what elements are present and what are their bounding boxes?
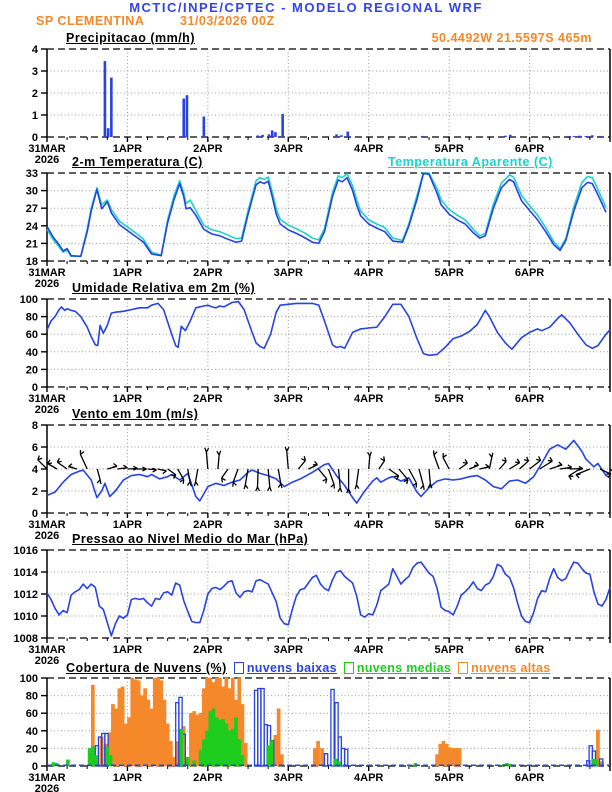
panel-title-umidade: Umidade Relativa em 2m (%) xyxy=(72,281,256,295)
svg-text:2: 2 xyxy=(31,486,38,498)
svg-text:30: 30 xyxy=(25,185,38,198)
svg-text:1012: 1012 xyxy=(13,589,38,601)
legend-label-baixas: nuvens baixas xyxy=(246,661,337,675)
svg-text:6APR: 6APR xyxy=(514,519,545,531)
svg-text:2APR: 2APR xyxy=(193,772,223,784)
svg-text:0: 0 xyxy=(31,508,38,520)
legend-label-medias: nuvens medias xyxy=(356,661,452,675)
svg-text:0: 0 xyxy=(31,132,38,144)
svg-text:4APR: 4APR xyxy=(354,519,384,531)
panel-title-precipitacao: Precipitacao (mm/h) xyxy=(66,31,195,45)
svg-text:6: 6 xyxy=(31,442,38,454)
svg-text:20: 20 xyxy=(25,364,38,377)
svg-text:6APR: 6APR xyxy=(514,644,545,656)
svg-text:8: 8 xyxy=(31,420,38,432)
svg-text:5APR: 5APR xyxy=(434,267,464,279)
svg-text:1APR: 1APR xyxy=(112,519,143,531)
panel-title-temperatura: 2-m Temperatura (C) xyxy=(72,155,203,169)
svg-text:5APR: 5APR xyxy=(434,644,464,656)
svg-text:31MAR: 31MAR xyxy=(28,644,66,656)
svg-text:1014: 1014 xyxy=(13,567,38,579)
svg-text:2APR: 2APR xyxy=(193,644,223,656)
svg-text:4APR: 4APR xyxy=(354,267,384,279)
svg-text:40: 40 xyxy=(25,725,38,738)
svg-text:1010: 1010 xyxy=(13,611,38,623)
svg-text:3: 3 xyxy=(31,66,38,78)
svg-text:1APR: 1APR xyxy=(112,772,143,784)
location-coords: 50.4492W 21.5597S 465m xyxy=(431,31,592,45)
svg-text:1: 1 xyxy=(31,110,38,122)
svg-text:0: 0 xyxy=(31,761,38,773)
svg-text:4APR: 4APR xyxy=(354,393,384,405)
svg-text:2026: 2026 xyxy=(34,530,60,542)
svg-text:6APR: 6APR xyxy=(514,267,545,279)
svg-text:31MAR: 31MAR xyxy=(28,519,66,531)
svg-text:31MAR: 31MAR xyxy=(28,267,66,279)
svg-text:2APR: 2APR xyxy=(193,519,223,531)
svg-text:40: 40 xyxy=(25,346,38,359)
svg-text:6APR: 6APR xyxy=(514,143,545,155)
svg-text:5APR: 5APR xyxy=(434,519,464,531)
svg-text:6APR: 6APR xyxy=(514,772,545,784)
svg-text:5APR: 5APR xyxy=(434,772,464,784)
svg-text:4APR: 4APR xyxy=(354,644,384,656)
svg-text:5APR: 5APR xyxy=(434,393,464,405)
svg-text:27: 27 xyxy=(25,203,38,216)
svg-text:1016: 1016 xyxy=(13,545,38,557)
svg-text:2026: 2026 xyxy=(34,783,60,792)
page-title: MCTIC/INPE/CPTEC - MODELO REGIONAL WRF xyxy=(129,0,483,15)
svg-text:3APR: 3APR xyxy=(273,772,303,784)
svg-text:60: 60 xyxy=(25,329,38,342)
station-name: SP CLEMENTINA xyxy=(36,14,145,28)
svg-text:31MAR: 31MAR xyxy=(28,143,66,155)
svg-text:4: 4 xyxy=(31,464,38,476)
svg-text:2026: 2026 xyxy=(34,278,60,290)
svg-text:100: 100 xyxy=(19,294,38,306)
svg-text:80: 80 xyxy=(25,690,38,703)
svg-text:31MAR: 31MAR xyxy=(28,393,66,405)
svg-text:3APR: 3APR xyxy=(273,644,303,656)
svg-text:2: 2 xyxy=(31,88,38,100)
svg-text:5APR: 5APR xyxy=(434,143,464,155)
svg-text:18: 18 xyxy=(25,256,38,268)
svg-text:6APR: 6APR xyxy=(514,393,545,405)
svg-text:4APR: 4APR xyxy=(354,143,384,155)
svg-text:3APR: 3APR xyxy=(273,519,303,531)
svg-text:3APR: 3APR xyxy=(273,267,303,279)
svg-text:2026: 2026 xyxy=(34,655,60,667)
svg-text:33: 33 xyxy=(25,168,38,180)
svg-text:2APR: 2APR xyxy=(193,267,223,279)
svg-text:2026: 2026 xyxy=(34,154,60,166)
panel-title-pressao: Pressao ao Nivel Medio do Mar (hPa) xyxy=(72,532,309,546)
svg-text:2APR: 2APR xyxy=(193,393,223,405)
svg-text:31MAR: 31MAR xyxy=(28,772,66,784)
svg-text:1APR: 1APR xyxy=(112,143,143,155)
run-datetime: 31/03/2026 00Z xyxy=(180,14,275,28)
svg-text:1008: 1008 xyxy=(13,633,38,645)
panel-title-temperatura-aparente: Temperatura Aparente (C) xyxy=(388,155,553,169)
svg-text:21: 21 xyxy=(25,238,38,251)
panel-title-nuvens: Cobertura de Nuvens (%) xyxy=(66,661,227,675)
legend-label-altas: nuvens altas xyxy=(471,661,551,675)
svg-text:3APR: 3APR xyxy=(273,393,303,405)
svg-text:20: 20 xyxy=(25,743,38,756)
svg-text:1APR: 1APR xyxy=(112,644,143,656)
svg-text:2APR: 2APR xyxy=(193,143,223,155)
svg-text:60: 60 xyxy=(25,708,38,721)
svg-text:100: 100 xyxy=(19,673,38,685)
svg-text:24: 24 xyxy=(25,220,38,233)
panel-title-vento: Vento em 10m (m/s) xyxy=(72,407,199,421)
svg-text:0: 0 xyxy=(31,382,38,394)
svg-text:3APR: 3APR xyxy=(273,143,303,155)
svg-text:1APR: 1APR xyxy=(112,267,143,279)
svg-text:80: 80 xyxy=(25,311,38,324)
svg-text:4APR: 4APR xyxy=(354,772,384,784)
svg-text:1APR: 1APR xyxy=(112,393,143,405)
svg-text:2026: 2026 xyxy=(34,404,60,416)
svg-text:4: 4 xyxy=(31,44,38,56)
